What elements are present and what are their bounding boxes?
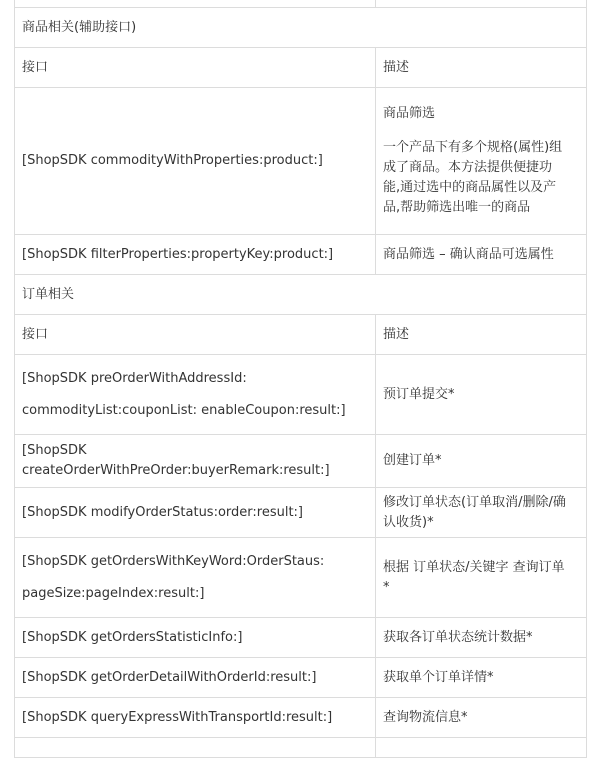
table-row <box>15 355 587 435</box>
api-name: [ShopSDK queryExpressWithTransportId:result:] <box>22 709 333 725</box>
column-header-api: 接口 <box>15 48 376 88</box>
description-cell <box>376 658 587 698</box>
api-cell <box>15 88 376 235</box>
description-cell <box>376 698 587 738</box>
description-line: 能,通过选中的商品属性以及产 <box>383 180 557 195</box>
description-cell <box>376 538 587 618</box>
api-name: [ShopSDK <box>22 443 87 458</box>
table-row <box>15 698 587 738</box>
column-header-description: 描述 <box>376 315 587 355</box>
api-name: [ShopSDK getOrdersStatisticInfo:] <box>22 629 243 645</box>
api-cell <box>15 235 376 275</box>
description-line: 认收货)* <box>383 514 434 530</box>
api-name: [ShopSDK getOrderDetailWithOrderId:result:] <box>22 669 317 685</box>
description-cell <box>376 355 587 435</box>
table-row <box>15 488 587 538</box>
description-line: 根据 订单状态/关键字 查询订单 <box>383 559 565 575</box>
description-line: 获取单个订单详情* <box>383 669 494 685</box>
table-row <box>15 658 587 698</box>
description-line: 预订单提交* <box>383 386 455 402</box>
table-row <box>15 0 587 8</box>
description-cell <box>376 235 587 275</box>
table-cell <box>15 0 376 8</box>
api-cell <box>15 618 376 658</box>
description-cell <box>376 488 587 538</box>
table-header-row <box>15 48 587 88</box>
description-line: 品,帮助筛选出唯一的商品 <box>383 200 531 215</box>
description-paragraph <box>383 138 579 218</box>
api-name-continued: pageSize:pageIndex:result:] <box>22 585 205 601</box>
api-cell <box>15 698 376 738</box>
api-cell <box>15 488 376 538</box>
api-cell <box>15 355 376 435</box>
table-row <box>15 538 587 618</box>
api-name: [ShopSDK preOrderWithAddressId: <box>22 370 247 386</box>
table-row <box>15 618 587 658</box>
table-row <box>15 435 587 488</box>
description-line: 商品筛选 – 确认商品可选属性 <box>383 246 554 262</box>
api-cell <box>15 658 376 698</box>
api-name-continued: commodityList:couponList: enableCoupon:result:] <box>22 402 346 418</box>
description-line: 获取各订单状态统计数据* <box>383 629 533 645</box>
column-header-api: 接口 <box>15 315 376 355</box>
api-name: [ShopSDK commodityWithProperties:product:] <box>22 153 323 168</box>
description-cell <box>376 618 587 658</box>
table-row <box>15 235 587 275</box>
table-row <box>15 88 587 235</box>
api-name: [ShopSDK getOrdersWithKeyWord:OrderStaus: <box>22 553 325 569</box>
description-line: 一个产品下有多个规格(属性)组 <box>383 140 563 155</box>
description-cell <box>376 435 587 488</box>
section-title: 商品相关(辅助接口) <box>15 8 587 48</box>
section-title-row <box>15 275 587 315</box>
api-cell <box>15 435 376 488</box>
api-cell <box>15 538 376 618</box>
description-cell <box>376 88 587 235</box>
description-line: 创建订单* <box>383 453 442 468</box>
table-header-row <box>15 315 587 355</box>
api-name-continued: createOrderWithPreOrder:buyerRemark:result:] <box>22 463 330 478</box>
section-title: 订单相关 <box>15 275 587 315</box>
description-line: * <box>383 579 390 595</box>
description-line: 查询物流信息* <box>383 709 468 725</box>
api-table <box>14 0 587 758</box>
description-title: 商品筛选 <box>383 106 436 121</box>
description-line: 修改订单状态(订单取消/删除/确 <box>383 494 566 510</box>
table-cell <box>376 0 587 8</box>
column-header-description: 描述 <box>376 48 587 88</box>
api-name: [ShopSDK modifyOrderStatus:order:result:] <box>22 504 304 520</box>
api-name: [ShopSDK filterProperties:propertyKey:product:] <box>22 246 334 262</box>
section-title-row <box>15 8 587 48</box>
description-line: 成了商品。本方法提供便捷功 <box>383 160 553 175</box>
